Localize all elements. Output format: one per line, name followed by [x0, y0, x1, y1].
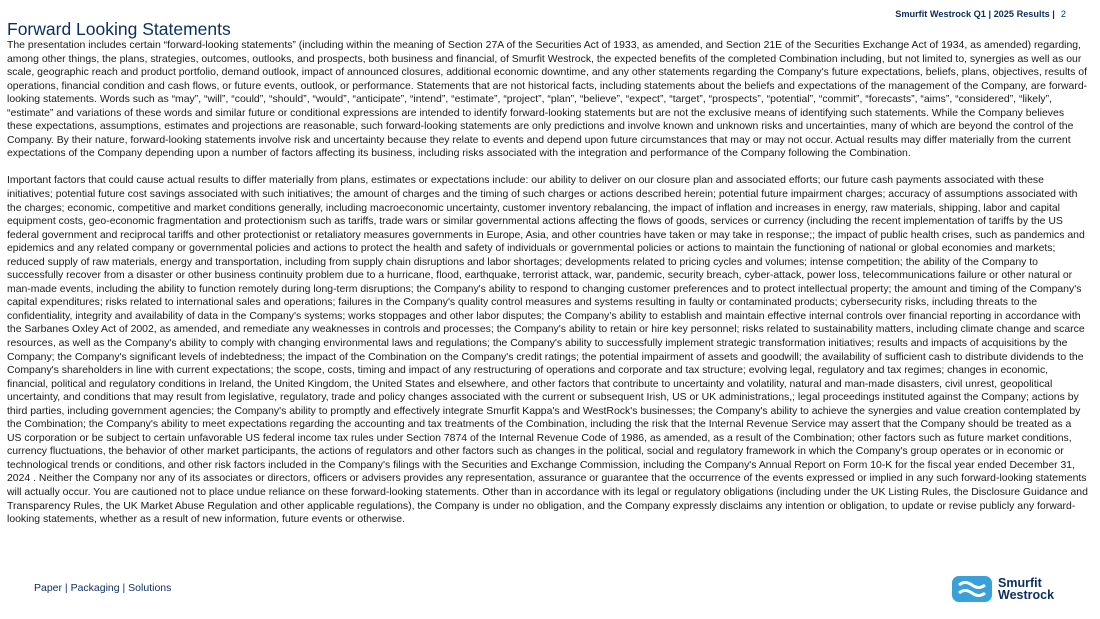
logo-wordmark [998, 577, 1054, 601]
logo-line-2: Westrock [998, 588, 1055, 602]
page-title: Forward Looking Statements [7, 19, 231, 39]
report-title: Smurfit Westrock Q1 | 2025 Results | [895, 9, 1055, 19]
paragraph-forward-looking: The presentation includes certain “forward-looking statements” (including within the meaning of Section 27A of the Securities Act of 1933, as amended, and Section 21E of the Securities Exchange Act of 1934, as amended) regarding, among other things, the plans, strategies, outcomes, outlooks, and prospects, both business and financial, of Smurfit Westrock, the expected benefits of the completed Combination including, but not limited to, synergies as well as our scale, geographic reach and product portfolio, demand outlook, impact of announced closures, additional economic downtime, and any other statements regarding the Company's future expectations, beliefs, plans, objectives, results of operations, financial condition and cash flows, or future events, outlook, or performance. Statements that are not historical facts, including statements about the beliefs and expectations of the management of the Company, are forward-looking statements. Words such as “may”, “will”, “could”, “should”, “would”, “anticipate”, “intend”, “estimate”, “project”, “plan”, “believe”, “expect”, “target”, “prospects”, “potential”, “commit”, “forecasts”, “aims”, “considered”, “likely”, “estimate” and variations of these words and similar future or conditional expressions are intended to identify forward-looking statements but are not the exclusive means of identifying such statements. While the Company believes these expectations, assumptions, estimates and projections are reasonable, such forward-looking statements are only predictions and involve known and unknown risks and uncertainties, many of which are beyond the control of the Company. By their nature, forward-looking statements involve risk and uncertainty because they relate to events and depend upon future circumstances that may or may not occur. Actual results may differ materially from the current expectations of the Company depending upon a number of factors affecting its business, including risks associated with the integration and performance of the Company following the Combination. [7, 40, 1088, 160]
smurfit-westrock-logo-icon [951, 575, 993, 603]
company-logo [951, 574, 1067, 604]
logo-line-1: Smurfit [998, 576, 1042, 590]
header-report-label [895, 9, 1066, 19]
page-number: 2 [1060, 9, 1066, 19]
statement-body [7, 39, 1088, 527]
footer-tagline: Paper | Packaging | Solutions [34, 582, 172, 594]
paragraph-important-factors: Important factors that could cause actual results to differ materially from plans, estimates or expectations include: our ability to deliver on our closure plan and associated efforts; our future cash payments associated with these initiatives; potential future cost savings associated with such initiatives; the amount of charges and the timing of such charges or actions described herein; potential future impairment charges; accuracy of assumptions associated with the charges; economic, competitive and market conditions generally, including macroeconomic uncertainty, customer inventory rebalancing, the impact of inflation and increases in energy, raw materials, shipping, labor and capital equipment costs, geo-economic fragmentation and protectionism such as tariffs, trade wars or similar governmental actions affecting the flows of goods, services or currency (including the recent implementation of tariffs by the US federal government and reciprocal tariffs and other protectionist or retaliatory measures governments in Europe, Asia, and other countries have taken or may take in response;; the impact of public health crises, such as pandemics and epidemics and any related company or governmental policies and actions to protect the health and safety of individuals or governmental policies or actions to maintain the functioning of national or global economies and markets; reduced supply of raw materials, energy and transportation, including from supply chain disruptions and labor shortages; developments related to pricing cycles and volumes; intense competition; the ability of the Company to successfully recover from a disaster or other business continuity problem due to a hurricane, flood, earthquake, terrorist attack, war, pandemic, security breach, cyber-attack, power loss, telecommunications failure or other natural or man-made events, including the ability to function remotely during long-term disruptions; the Company's ability to respond to changing customer preferences and to protect intellectual property; the amount and timing of the Company's capital expenditures; risks related to international sales and operations; failures in the Company's quality control measures and systems resulting in faulty or contaminated products; cybersecurity risks, including threats to the confidentiality, integrity and availability of data in the Company's systems; works stoppages and other labor disputes; the Company’s ability to establish and maintain effective internal controls over financial reporting in accordance with the Sarbanes Oxley Act of 2002, as amended, and remediate any weaknesses in controls and processes; the Company's ability to retain or hire key personnel; risks related to sustainability matters, including climate change and scarce resources, as well as the Company's ability to comply with changing environmental laws and regulations; the Company's ability to successfully implement strategic transformation initiatives; results and impacts of acquisitions by the Company; the Company's significant levels of indebtedness; the impact of the Combination on the Company's credit ratings; the potential impairment of assets and goodwill; the availability of sufficient cash to distribute dividends to the Company's shareholders in line with current expectations; the scope, costs, timing and impact of any restructuring of operations and corporate and tax structure; evolving legal, regulatory and tax regimes; changes in economic, financial, political and regulatory conditions in Ireland, the United Kingdom, the United States and elsewhere, and other factors that contribute to uncertainty and volatility, natural and man-made disasters, civil unrest, geopolitical uncertainty, and conditions that may result from legislative, regulatory, trade and policy changes associated with the current or subsequent Irish, US or UK administrations,; legal proceedings instituted against the Company; actions by third parties, including government agencies; the Company's ability to promptly and effectively integrate Smurfit Kappa's and WestRock's businesses; the Company's ability to achieve the synergies and value creation contemplated by the Combination; the Company's ability to meet expectations regarding the accounting and tax treatments of the Combination, including the risk that the Internal Revenue Service may assert that the Company should be treated as a US corporation or be subject to certain unfavorable US federal income tax rules under Section 7874 of the Internal Revenue Code of 1986, as amended, as a result of the Combination; other factors such as future market conditions, currency fluctuations, the behavior of other market participants, the actions of regulators and other factors such as changes in the political, social and regulatory framework in which the Company's group operates or in economic or technological trends or conditions, and other risk factors included in the Company's filings with the Securities and Exchange Commission, including the Company's Annual Report on Form 10-K for the fiscal year ended December 31, 2024 . Neither the Company nor any of its associates or directors, officers or advisers provides any representation, assurance or guarantee that the occurrence of the events expressed or implied in any such forward-looking statements will actually occur. You are cautioned not to place undue reliance on these forward-looking statements. Other than in accordance with its legal or regulatory obligations (including under the UK Listing Rules, the Disclosure Guidance and Transparency Rules, the UK Market Abuse Regulation and other applicable regulations), the Company is under no obligation, and the Company expressly disclaims any intention or obligation, to update or revise publicly any forward-looking statements, whether as a result of new information, future events or otherwise. [7, 175, 1088, 526]
